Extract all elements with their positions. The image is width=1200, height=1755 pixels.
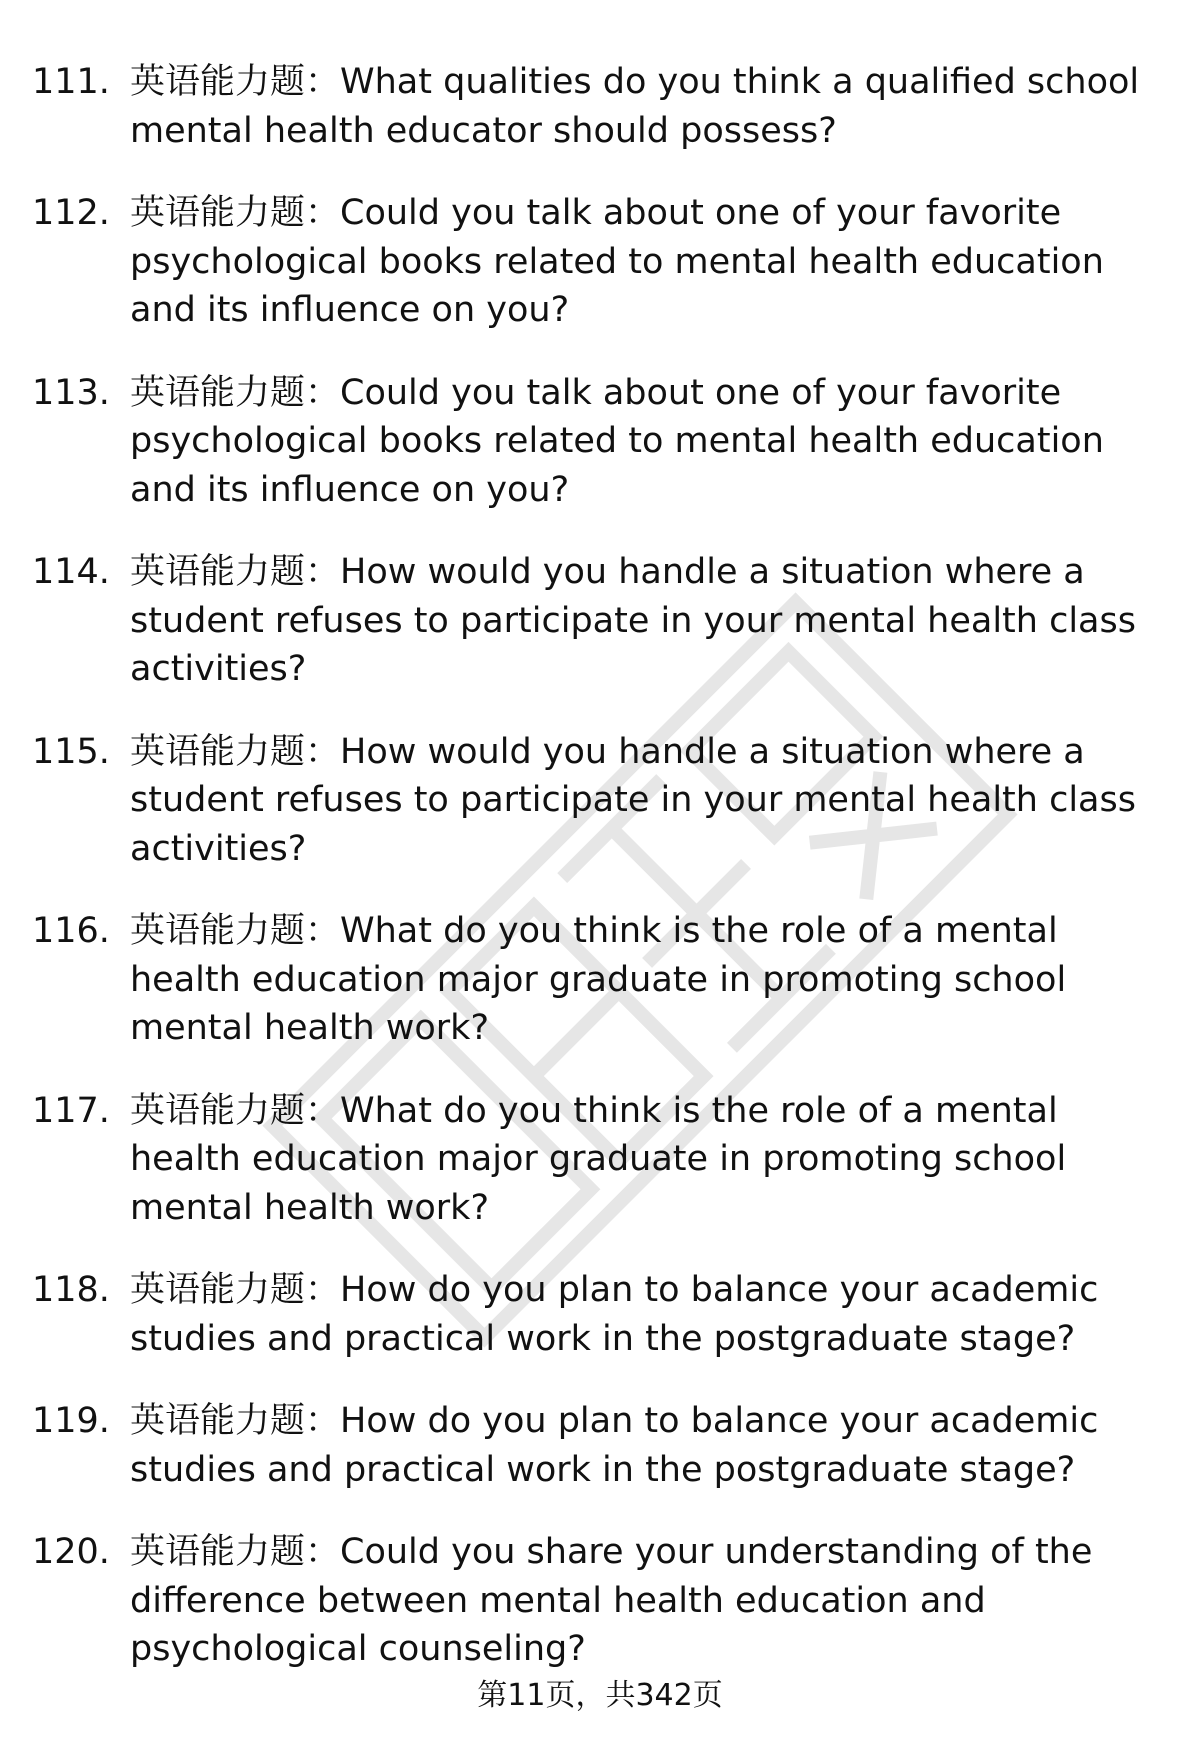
question-label: 英语能力题： [130, 62, 341, 102]
question-item [0, 1087, 1200, 1233]
question-item [0, 728, 1200, 874]
question-item [0, 189, 1200, 335]
question-number: 114. [32, 552, 110, 592]
question-item [0, 369, 1200, 515]
question-number: 116. [32, 911, 110, 951]
question-text: What do you think is the role of a mental health education major graduate in promoting school mental health work? [130, 911, 1067, 1048]
question-text: What do you think is the role of a mental health education major graduate in promoting school mental health work? [130, 1090, 1067, 1228]
question-item [0, 1397, 1200, 1494]
question-text: What qualities do you think a qualified school mental health educator should possess? [130, 62, 1140, 151]
question-text: How would you handle a situation where a student refuses to participate in your mental health class activities? [130, 552, 1136, 689]
question-text: How would you handle a situation where a student refuses to participate in your mental health class activities? [130, 731, 1136, 869]
question-label: 英语能力题： [130, 1270, 341, 1310]
question-number: 119. [32, 1401, 110, 1441]
page-footer [0, 1676, 1200, 1716]
question-item [0, 548, 1200, 694]
question-text: Could you share your understanding of the difference between mental health education and psychological counseling? [130, 1532, 1093, 1669]
question-label: 英语能力题： [130, 1532, 341, 1572]
question-label: 英语能力题： [130, 552, 341, 592]
question-label: 英语能力题： [130, 372, 341, 413]
question-label: 英语能力题： [130, 731, 341, 772]
question-item [0, 1266, 1200, 1363]
question-item [0, 1528, 1200, 1674]
question-number: 118. [32, 1270, 110, 1310]
question-number: 120. [32, 1532, 110, 1572]
question-text: How do you plan to balance your academic studies and practical work in the postgraduate stage? [130, 1270, 1099, 1359]
question-number: 117. [32, 1090, 110, 1131]
question-label: 英语能力题： [130, 911, 341, 951]
question-number: 112. [32, 193, 110, 233]
question-label: 英语能力题： [130, 1401, 341, 1441]
question-number: 115. [32, 731, 110, 772]
question-label: 英语能力题： [130, 1090, 341, 1131]
question-text: Could you talk about one of your favorite psychological books related to mental health education and its influence on you? [130, 193, 1104, 330]
question-number: 113. [32, 372, 110, 413]
question-label: 英语能力题： [130, 193, 341, 233]
question-text: How do you plan to balance your academic studies and practical work in the postgraduate stage? [130, 1401, 1099, 1490]
question-number: 111. [32, 62, 110, 102]
question-item [0, 907, 1200, 1053]
question-list [0, 58, 1200, 1708]
question-item [0, 58, 1200, 155]
page-indicator: 第11页，共342页 [477, 1678, 723, 1713]
question-text: Could you talk about one of your favorite psychological books related to mental health education and its influence on you? [130, 372, 1104, 510]
